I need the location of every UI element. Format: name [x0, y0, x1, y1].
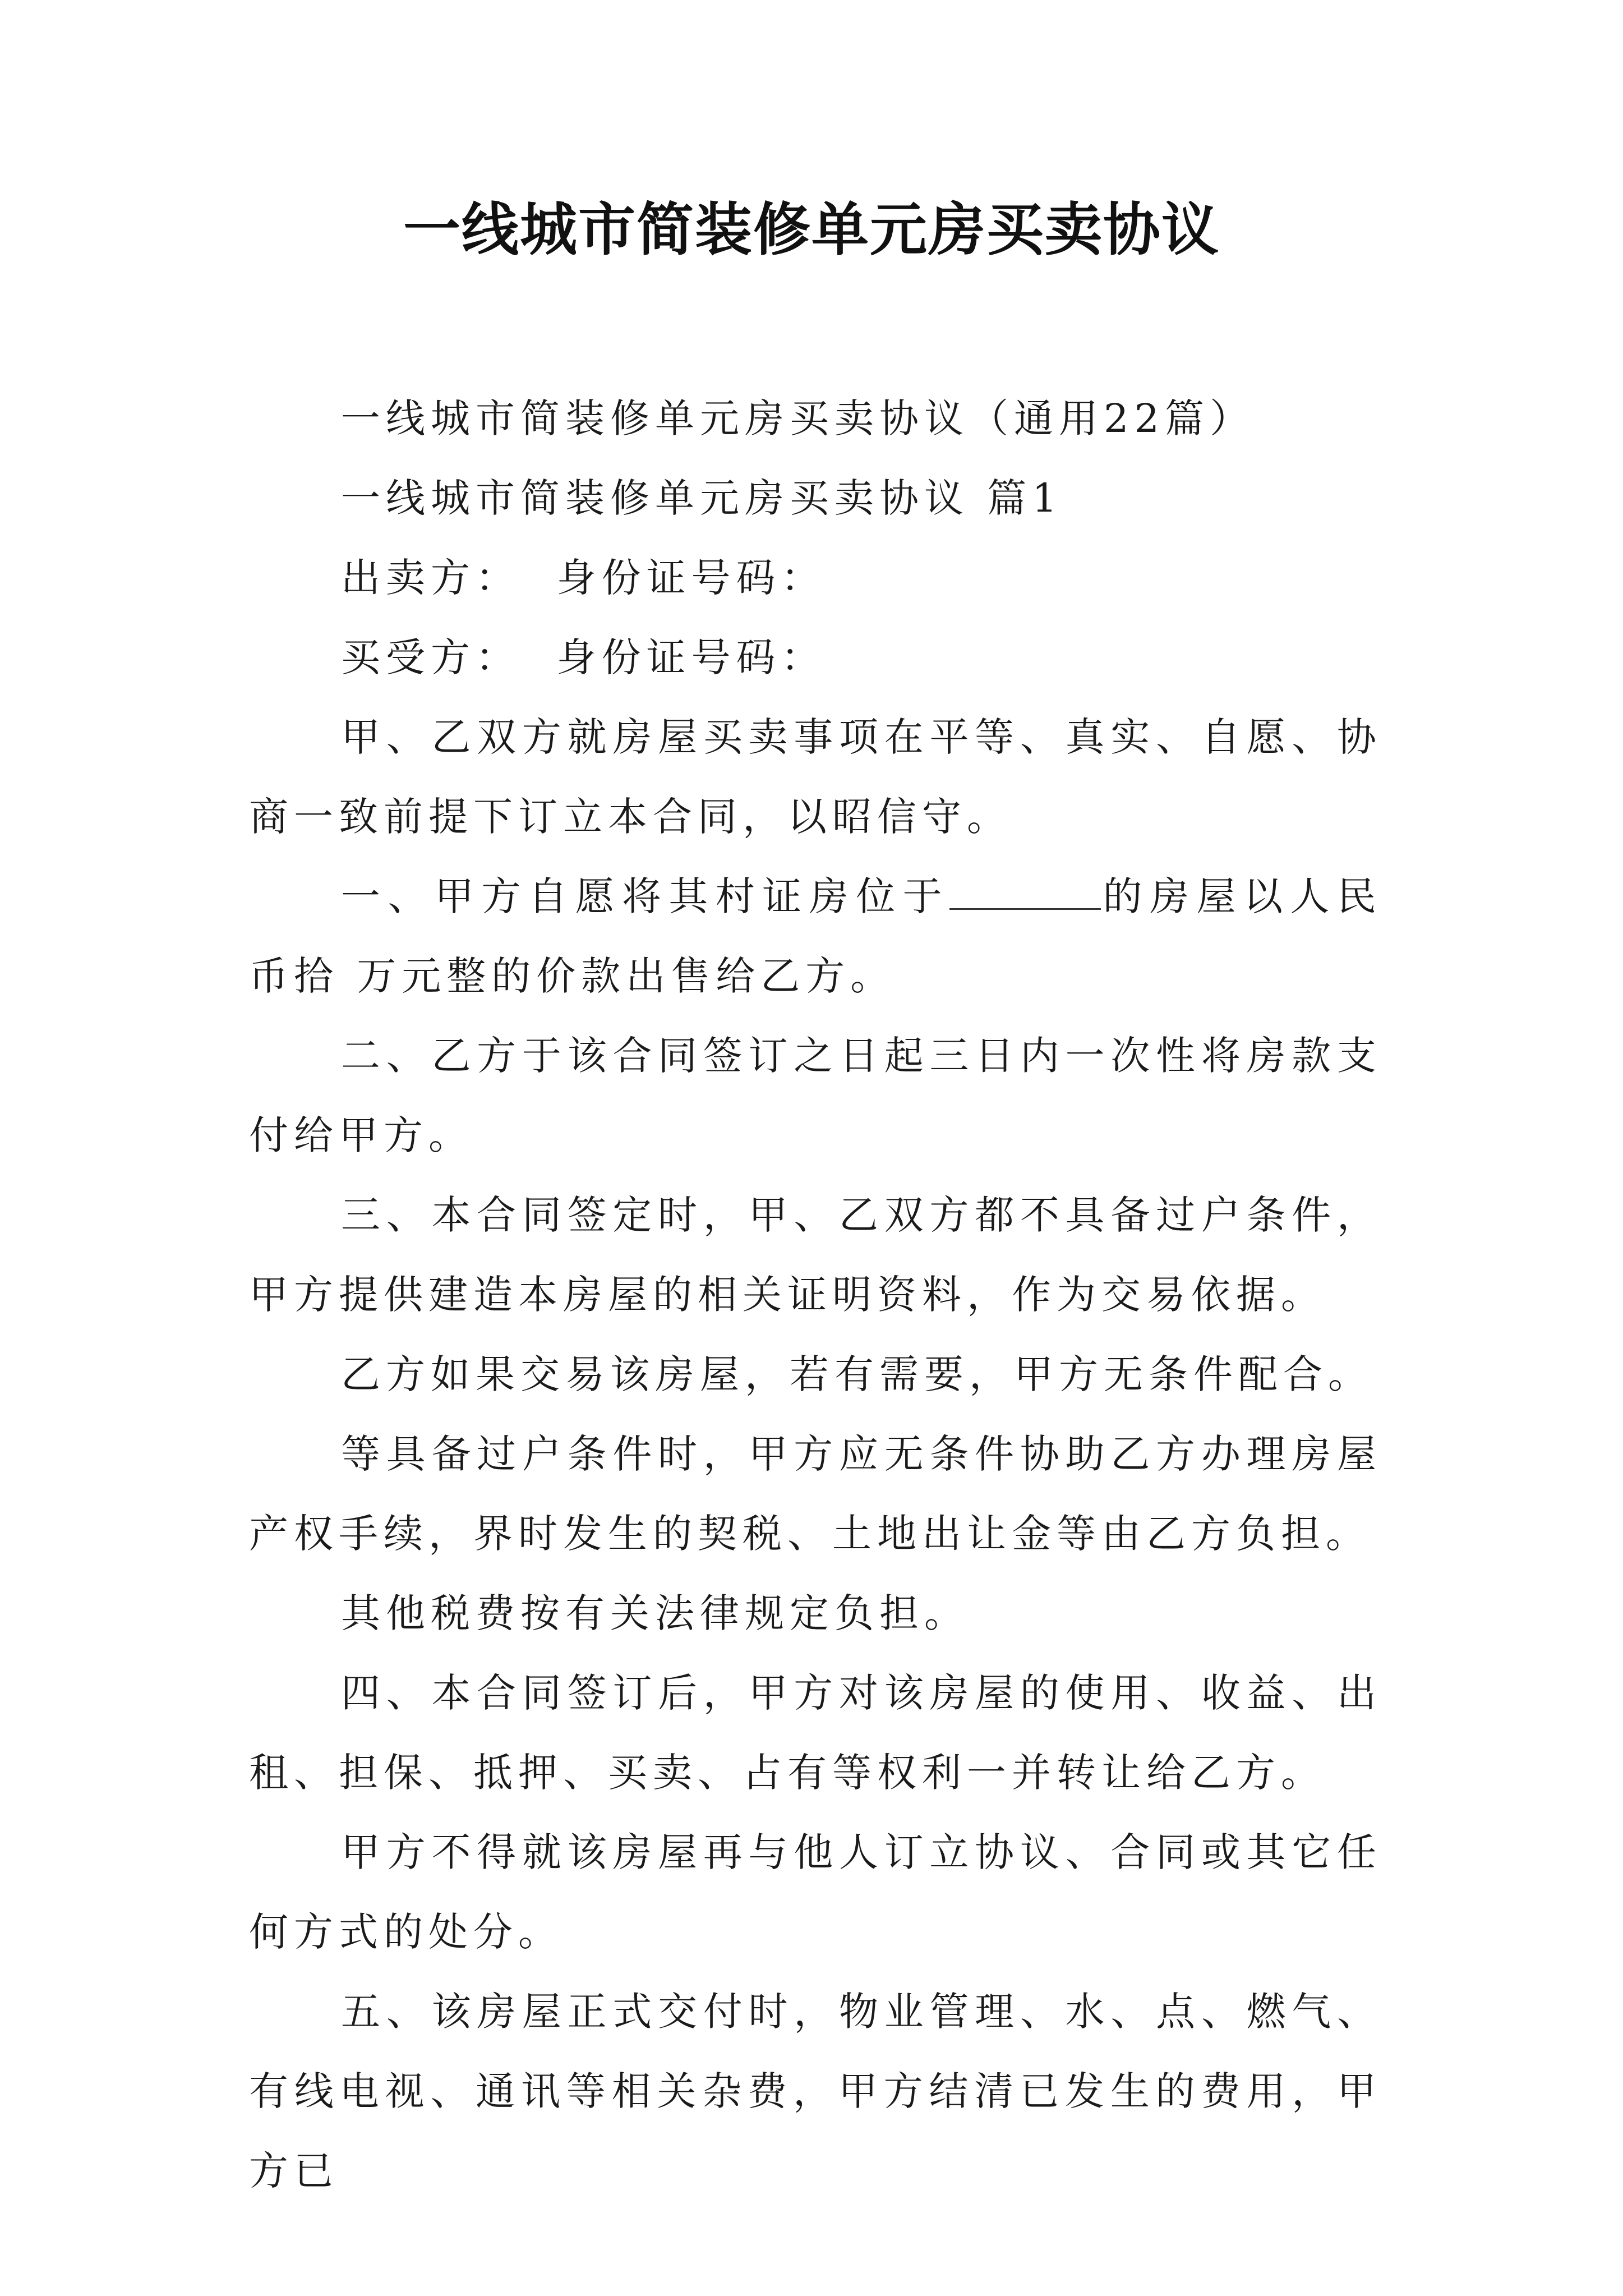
paragraph-section-heading: 一线城市简装修单元房买卖协议 篇1	[341, 475, 1063, 521]
paragraph-buyer: 买受方： 身份证号码：	[341, 634, 826, 680]
location-blank-line	[949, 873, 1101, 910]
paragraph-clause-4-restriction: 甲方不得就该房屋再与他人订立协议、合同或其它任何方式的处分。	[249, 1829, 1382, 1955]
paragraph-seller: 出卖方： 身份证号码：	[341, 555, 826, 601]
paragraph-subtitle: 一线城市简装修单元房买卖协议（通用22篇）	[341, 395, 1255, 441]
paragraph-clause-3-cooperation: 乙方如果交易该房屋，若有需要，甲方无条件配合。	[341, 1351, 1373, 1397]
paragraph-clause-4: 四、本合同签订后，甲方对该房屋的使用、收益、出租、担保、抵押、买卖、占有等权利一并转让给乙方。	[249, 1670, 1382, 1796]
paragraph-clause-5: 五、该房屋正式交付时，物业管理、水、点、燃气、有线电视、通讯等相关杂费，甲方结清已发生的费用，甲方已	[249, 1989, 1382, 2194]
paragraph-clause-3: 三、本合同签定时，甲、乙双方都不具备过户条件，甲方提供建造本房屋的相关证明资料，作为交易依据。	[249, 1192, 1382, 1318]
clause-1-text-before: 一、甲方自愿将其村证房位于	[341, 873, 950, 919]
paragraph-clause-3-transfer: 等具备过户条件时，甲方应无条件协助乙方办理房屋产权手续，界时发生的契税、土地出让金等由乙方负担。	[249, 1431, 1382, 1557]
paragraph-clause-3-taxes: 其他税费按有关法律规定负担。	[341, 1590, 969, 1636]
document-body	[249, 379, 1382, 2211]
paragraph-preamble: 甲、乙双方就房屋买卖事项在平等、真实、自愿、协商一致前提下订立本合同，以昭信守。	[249, 714, 1382, 840]
document-title: 一线城市简装修单元房买卖协议	[403, 196, 1220, 264]
paragraph-clause-2: 二、乙方于该合同签订之日起三日内一次性将房款支付给甲方。	[249, 1033, 1382, 1158]
clause-1-text-after: 的房屋以人民币拾 万元整的价款出售给乙方。	[249, 873, 1382, 999]
paragraph-clause-1	[249, 857, 1382, 1016]
